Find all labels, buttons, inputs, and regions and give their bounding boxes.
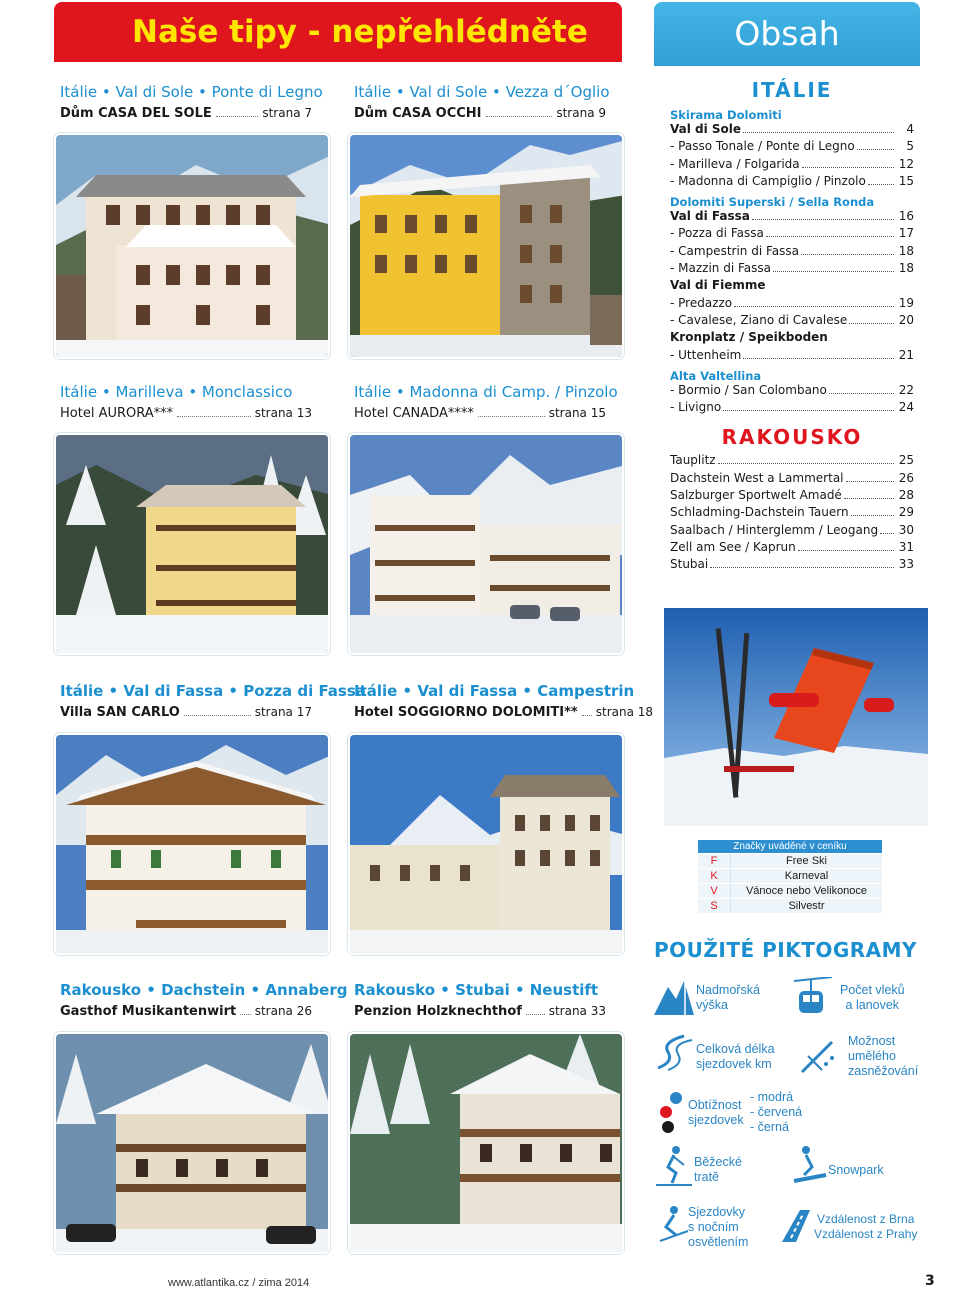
toc-row[interactable]: - Madonna di Campiglio / Pinzolo 15	[670, 173, 914, 188]
offer-aurora[interactable]	[60, 383, 312, 421]
picto-distance: Vzdálenost z Brna Vzdálenost z Prahy	[778, 1208, 938, 1248]
picto-snowpark: Snowpark	[792, 1145, 932, 1190]
legend-row: K Karneval	[698, 868, 882, 883]
offer-title: Itálie • Madonna di Camp. / Pinzolo	[354, 383, 618, 401]
photo-aurora[interactable]	[54, 433, 330, 655]
toc-row[interactable]: Tauplitz 25	[670, 453, 914, 468]
offer-page: strana 13	[254, 406, 312, 420]
toc-row[interactable]: - Cavalese, Ziano di Cavalese 20	[670, 312, 914, 327]
toc-row[interactable]: Val di Sole 4	[670, 122, 914, 136]
offer-casa-del-sole[interactable]	[60, 83, 323, 121]
toc-region: Alta Valtellina	[670, 368, 762, 383]
picto-cross-country: Běžecké tratě	[654, 1145, 784, 1190]
photo-canada[interactable]	[348, 433, 624, 655]
photo-musikantenwirt[interactable]	[54, 1032, 330, 1254]
contents-banner	[654, 2, 920, 66]
offer-title: Rakousko • Stubai • Neustift	[354, 981, 599, 999]
offer-title: Itálie • Val di Sole • Vezza d´Oglio	[354, 83, 610, 101]
toc-row[interactable]: Dachstein West a Lammertal 26	[670, 470, 914, 485]
offer-name: Hotel SOGGIORNO DOLOMITI**	[354, 705, 578, 720]
mountain-icon	[654, 977, 694, 1015]
footer-url[interactable]: www.atlantika.cz / zima 2014	[168, 1277, 310, 1289]
contents-title: Obsah	[734, 14, 840, 53]
picto-slope-length: Celková délka sjezdovek km	[654, 1032, 794, 1077]
offer-page: strana 17	[254, 705, 312, 719]
toc-row[interactable]: Val di Fassa 16	[670, 209, 914, 224]
toc-row[interactable]: - Livigno 24	[670, 400, 914, 415]
legend-row: V Vánoce nebo Velikonoce	[698, 883, 882, 898]
toc-row[interactable]: - Bormio / San Colombano 22	[670, 382, 914, 397]
offer-name: Villa SAN CARLO	[60, 705, 180, 720]
offer-title: Itálie • Marilleva • Monclassico	[60, 383, 293, 401]
snow-cannon-icon	[798, 1036, 838, 1076]
toc-heading-italy: ITÁLIE	[751, 78, 833, 102]
table-of-contents	[670, 78, 914, 575]
offer-name: Dům CASA DEL SOLE	[60, 106, 212, 121]
toc-row[interactable]: Schladming-Dachstein Tauern 29	[670, 505, 914, 520]
offer-page: strana 33	[548, 1004, 606, 1018]
photo-casa-del-sole[interactable]	[54, 133, 330, 359]
offer-title: Itálie • Val di Fassa • Pozza di Fassa	[60, 682, 366, 700]
offer-holzknechthof[interactable]	[354, 981, 606, 1019]
cross-country-skier-icon	[654, 1145, 694, 1187]
legend-row: S Silvestr	[698, 898, 882, 913]
difficulty-dots-icon	[654, 1090, 686, 1134]
page-number: 3	[925, 1273, 935, 1289]
offer-canada[interactable]	[354, 383, 618, 421]
price-marks-legend	[698, 840, 882, 913]
toc-row[interactable]: - Predazzo 19	[670, 295, 914, 310]
photo-ski-chair	[664, 608, 928, 826]
toc-row[interactable]: Stubai 33	[670, 557, 914, 572]
toc-heading-austria: RAKOUSKO	[721, 425, 863, 450]
snowboarder-icon	[792, 1145, 828, 1187]
pictograms-title: POUŽITÉ PIKTOGRAMY	[654, 938, 918, 962]
picto-snowmaking: Možnost umělého zasněžování	[798, 1032, 938, 1080]
offer-musikantenwirt[interactable]	[60, 981, 348, 1019]
offer-name: Penzion Holzknechthof	[354, 1004, 522, 1019]
offer-page: strana 18	[595, 705, 654, 719]
toc-row[interactable]: - Pozza di Fassa 17	[670, 226, 914, 241]
toc-subheading: Kronplatz / Speikboden	[670, 330, 828, 345]
offer-name: Dům CASA OCCHI	[354, 106, 482, 121]
offer-san-carlo[interactable]	[60, 682, 366, 720]
picto-difficulty: Obtížnost sjezdovek - modrá - červená - černá	[654, 1088, 814, 1138]
tips-title: Naše tipy - nepřehlédněte	[132, 14, 588, 50]
toc-row[interactable]: Salzburger Sportwelt Amadé 28	[670, 488, 914, 503]
photo-casa-occhi[interactable]	[348, 133, 624, 359]
toc-row[interactable]: Saalbach / Hinterglemm / Leogang 30	[670, 522, 914, 537]
offer-soggiorno-dolomiti[interactable]	[354, 682, 654, 720]
toc-row[interactable]: - Passo Tonale / Ponte di Legno 5	[670, 139, 914, 154]
picto-lifts: Počet vleků a lanovek	[794, 977, 934, 1022]
photo-soggiorno-dolomiti[interactable]	[348, 733, 624, 955]
legend-row: F Free Ski	[698, 853, 882, 868]
toc-region: Dolomiti Superski / Sella Ronda	[670, 195, 875, 210]
toc-row[interactable]: - Marilleva / Folgarida 12	[670, 156, 914, 171]
offer-casa-occhi[interactable]	[354, 83, 610, 121]
offer-page: strana 9	[556, 106, 606, 120]
offer-name: Gasthof Musikantenwirt	[60, 1004, 237, 1019]
offer-page: strana 26	[254, 1004, 312, 1018]
toc-region: Skirama Dolomiti	[670, 108, 782, 122]
photo-san-carlo[interactable]	[54, 733, 330, 955]
legend-heading: Značky uváděné v ceníku	[698, 840, 882, 853]
toc-row[interactable]: - Campestrin di Fassa 18	[670, 243, 914, 258]
offer-name: Hotel AURORA***	[60, 406, 174, 421]
tips-banner	[54, 2, 622, 62]
offer-title: Rakousko • Dachstein • Annaberg	[60, 981, 348, 999]
photo-holzknechthof[interactable]	[348, 1032, 624, 1254]
picto-altitude: Nadmořská výška	[654, 977, 784, 1022]
offer-title: Itálie • Val di Sole • Ponte di Legno	[60, 83, 323, 101]
offer-page: strana 15	[548, 406, 606, 420]
slope-length-icon	[654, 1032, 694, 1072]
toc-row[interactable]: - Mazzin di Fassa 18	[670, 261, 914, 276]
offer-page: strana 7	[262, 106, 312, 120]
road-icon	[778, 1208, 814, 1242]
toc-row[interactable]: Zell am See / Kaprun 31	[670, 539, 914, 554]
picto-night-skiing: Sjezdovky s nočním osvětlením	[656, 1203, 796, 1251]
cable-car-icon	[794, 977, 832, 1017]
night-skiing-icon	[656, 1205, 690, 1245]
toc-subheading: Val di Fiemme	[670, 278, 766, 293]
offer-title: Itálie • Val di Fassa • Campestrin	[354, 682, 635, 700]
offer-name: Hotel CANADA****	[354, 406, 474, 421]
toc-row[interactable]: - Uttenheim 21	[670, 347, 914, 362]
